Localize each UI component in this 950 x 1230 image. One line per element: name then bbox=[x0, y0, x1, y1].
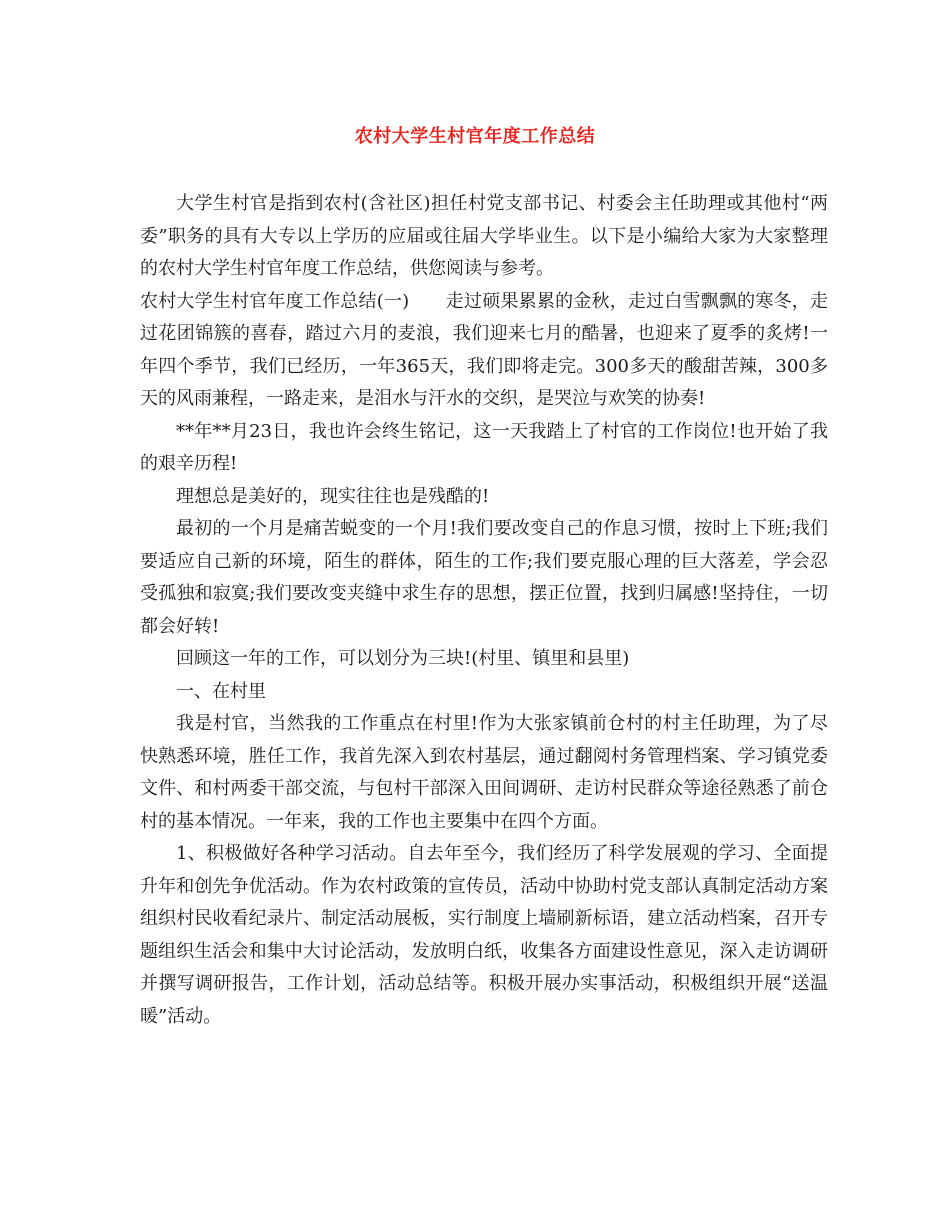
paragraph: 理想总是美好的，现实往往也是残酷的! bbox=[176, 485, 490, 507]
paragraph: 1、积极做好各种学习活动。自去年至今，我们经历了科学发展观的学习、全面提升年和创先争优活动。作为农村政策的宣传员，活动中协助村党支部认真制定活动方案组织村民收看纪录片、制定活动展板，实行制度上墙刷新标语，建立活动档案，召开专题组织生活会和集中大讨论活动，发放明白纸，收集各方面建设性意见，深入走访调研并撰写调研报告，工作计划，活动总结等。积极开展办实事活动，积极组织开展“送温暖”活动。 bbox=[140, 843, 828, 1027]
document-body bbox=[140, 188, 828, 1033]
document-title: 农村大学生村官年度工作总结 bbox=[354, 126, 596, 147]
paragraph: 大学生村官是指到农村(含社区)担任村党支部书记、村委会主任助理或其他村“两委”职务的具有大专以上学历的应届或往届大学毕业生。以下是小编给大家为大家整理的农村大学生村官年度工作总结，供您阅读与参考。 bbox=[140, 193, 828, 279]
paragraph: 回顾这一年的工作，可以划分为三块!(村里、镇里和县里) bbox=[176, 648, 630, 669]
section-heading: 一、在村里 bbox=[176, 680, 266, 702]
paragraph: **年**月23日，我也许会终生铭记，这一天我踏上了村官的工作岗位!也开始了我的艰辛历程! bbox=[140, 420, 828, 474]
paragraph: 我是村官，当然我的工作重点在村里!作为大张家镇前仓村的村主任助理，为了尽快熟悉环境，胜任工作，我首先深入到农村基层，通过翻阅村务管理档案、学习镇党委文件、和村两委干部交流，与包村干部深入田间调研、走访村民群众等途径熟悉了前仓村的基本情况。一年来，我的工作也主要集中在四个方面。 bbox=[140, 713, 828, 832]
paragraph: 农村大学生村官年度工作总结(一) 走过硕果累累的金秋，走过白雪飘飘的寒冬，走过花团锦簇的喜春，踏过六月的麦浪，我们迎来七月的酷暑，也迎来了夏季的炙烤!一年四个季节，我们已经历，一年365天，我们即将走完。300多天的酸甜苦辣，300多天的风雨兼程，一路走来，是泪水与汗水的交织，是哭泣与欢笑的协奏! bbox=[140, 290, 828, 409]
paragraph: 最初的一个月是痛苦蜕变的一个月!我们要改变自己的作息习惯，按时上下班;我们要适应自己新的环境，陌生的群体，陌生的工作;我们要克服心理的巨大落差，学会忍受孤独和寂寞;我们要改变夹缝中求生存的思想，摆正位置，找到归属感!坚持住，一切都会好转! bbox=[140, 518, 828, 637]
